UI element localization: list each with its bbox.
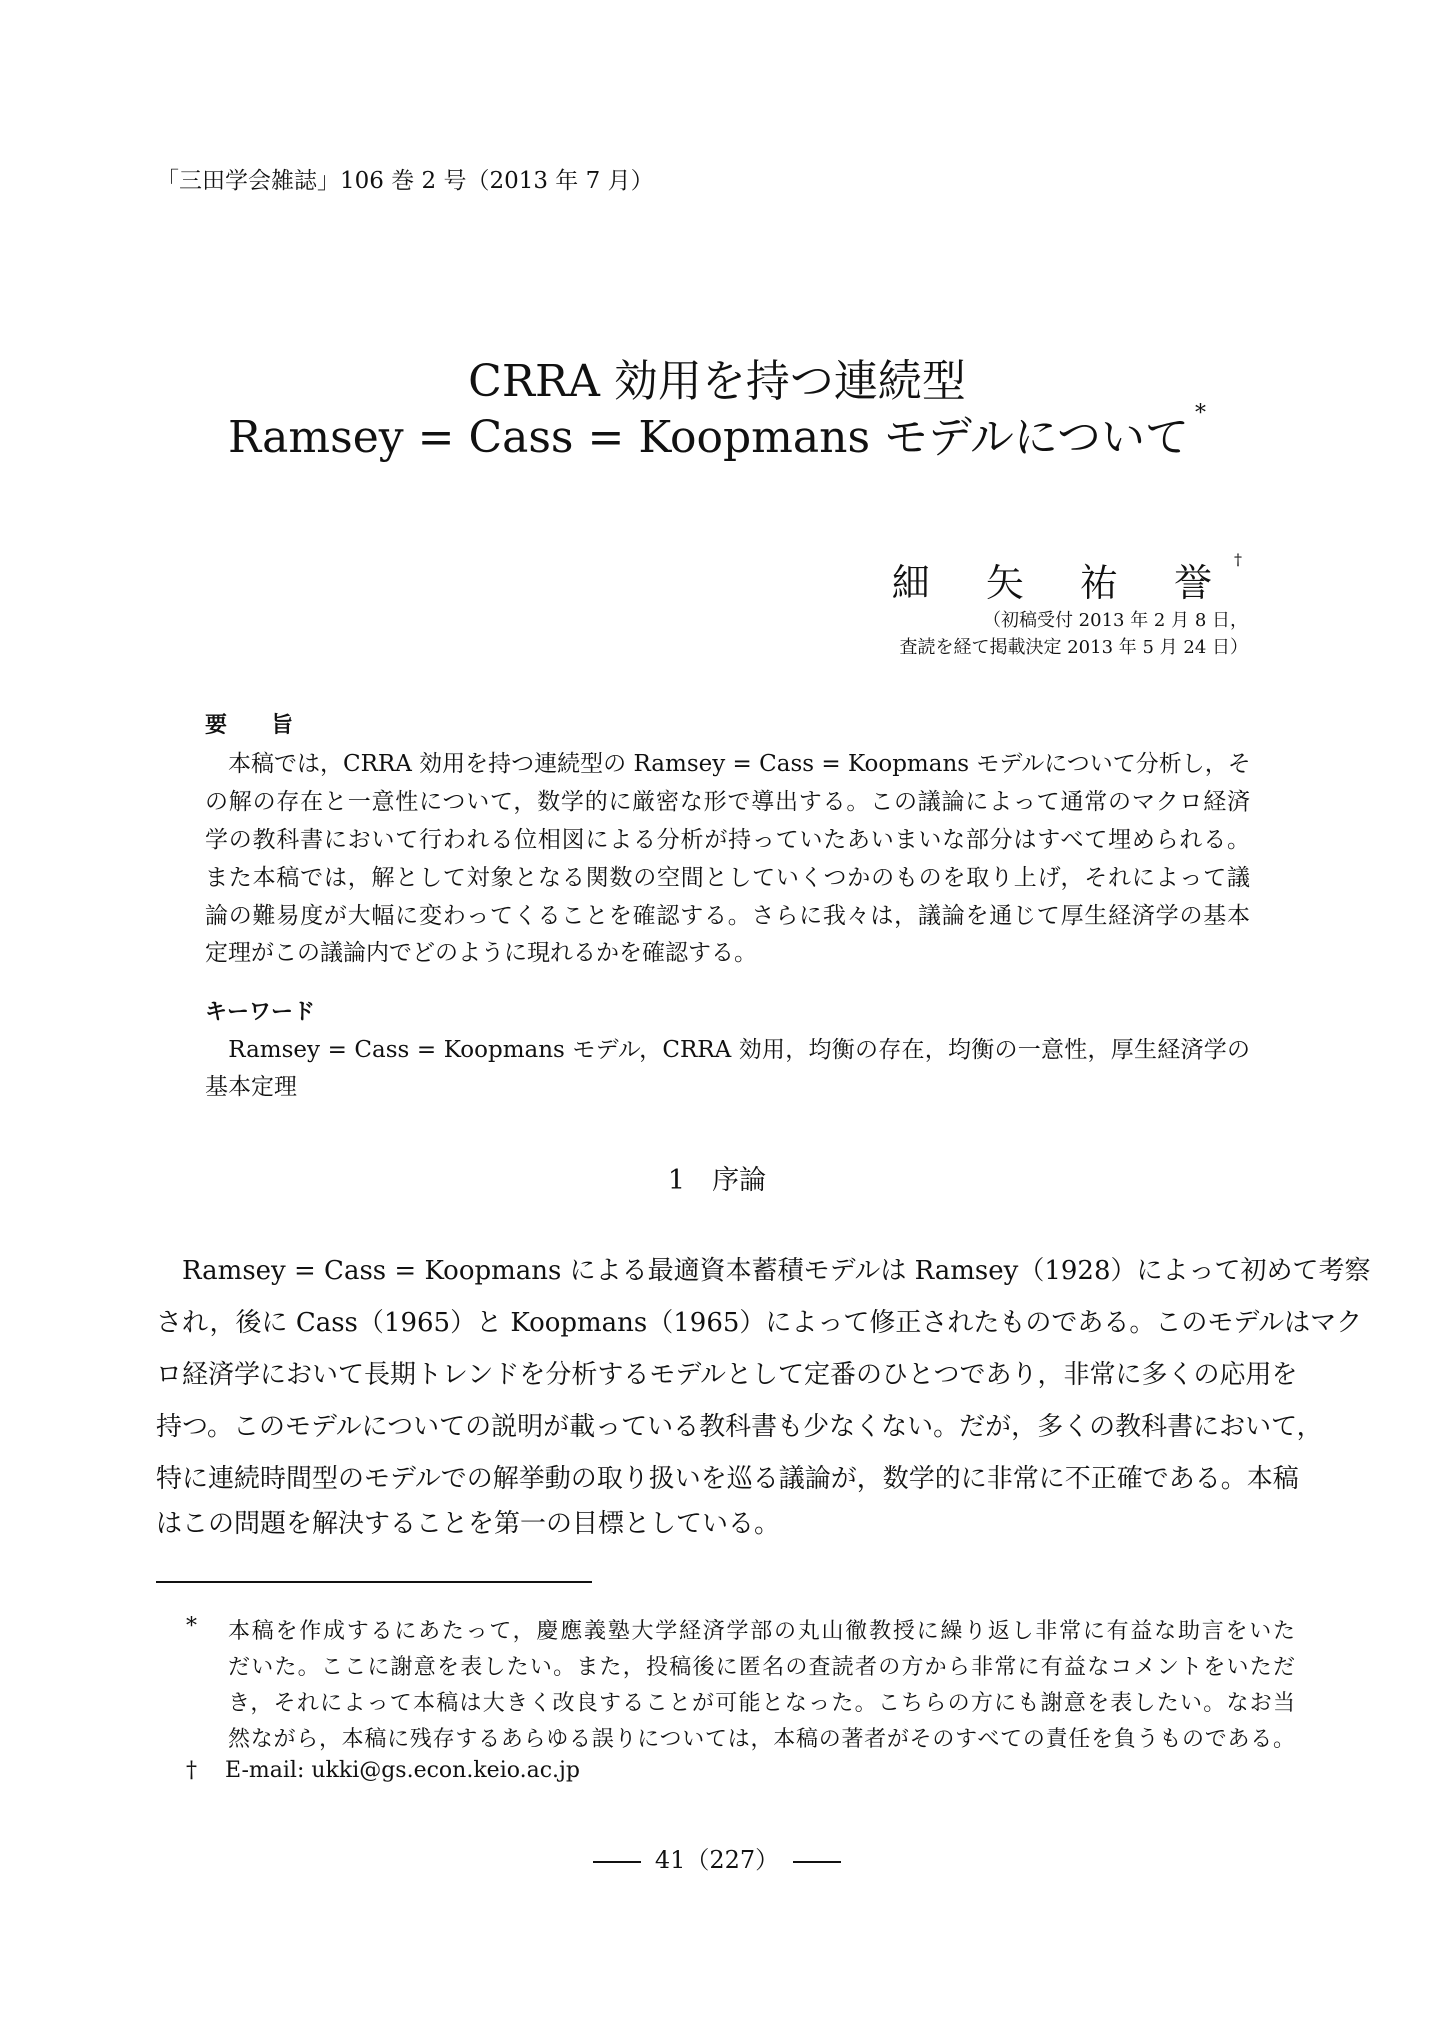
- footnote-line: 本稿を作成するにあたって，慶應義塾大学経済学部の丸山徹教授に繰り返し非常に有益な助言をいた: [228, 1619, 1295, 1644]
- footnote-mark-asterisk: *: [186, 1614, 197, 1639]
- footnote-line: 然ながら，本稿に残存するあらゆる誤りについては，本稿の著者がそのすべての責任を負うものである。: [228, 1727, 1295, 1752]
- body-line: ロ経済学において長期トレンドを分析するモデルとして定番のひとつであり，非常に多くの応用を: [156, 1360, 1298, 1390]
- dash-left: [593, 1861, 641, 1863]
- abstract-line: 定理がこの議論内でどのように現れるかを確認する。: [205, 940, 757, 966]
- title-footnote-mark: *: [1194, 401, 1206, 426]
- keywords-line: 基本定理: [205, 1074, 297, 1100]
- title-line-2: [0, 401, 1434, 465]
- dash-right: [793, 1861, 841, 1863]
- section-heading: [0, 1158, 1434, 1197]
- accepted-date: 査読を経て掲載決定 2013 年 5 月 24 日）: [899, 637, 1248, 658]
- footnote-rule: [156, 1581, 592, 1583]
- author-footnote-mark: †: [1234, 550, 1242, 569]
- title-line-2-text: Ramsey = Cass = Koopmans モデルについて: [228, 412, 1189, 463]
- journal-header: 「三田学会雑誌」106 巻 2 号（2013 年 7 月）: [156, 168, 654, 194]
- page-number: [0, 1840, 1434, 1875]
- footnote-line: だいた。ここに謝意を表したい。また，投稿後に匿名の査読者の方から非常に有益なコメントをいただ: [228, 1655, 1295, 1680]
- author-name: 細 矢 祐 誉: [891, 561, 1234, 605]
- section-title: 序論: [712, 1165, 767, 1196]
- page-number-text: 41（227）: [654, 1846, 780, 1874]
- author-email: E-mail: ukki@gs.econ.keio.ac.jp: [225, 1758, 580, 1783]
- body-line: はこの問題を解決することを第一の目標としている。: [156, 1509, 781, 1539]
- footnote-line: き，それによって本稿は大きく改良することが可能となった。こちらの方にも謝意を表したい。なお当: [228, 1691, 1295, 1716]
- abstract-line: 論の難易度が大幅に変わってくることを確認する。さらに我々は，議論を通じて厚生経済学の基本: [205, 903, 1250, 929]
- keywords-line: Ramsey = Cass = Koopmans モデル，CRRA 効用，均衡の存在，均衡の一意性，厚生経済学の: [205, 1037, 1250, 1063]
- body-line: 持つ。このモデルについての説明が載っている教科書も少なくない。だが，多くの教科書において，: [156, 1412, 1323, 1442]
- abstract-heading: 要 旨: [205, 713, 294, 738]
- keywords-heading: キーワード: [205, 1000, 316, 1025]
- abstract-line: 学の教科書において行われる位相図による分析が持っていたあいまいな部分はすべて埋められる。: [205, 827, 1250, 853]
- body-line: 特に連続時間型のモデルでの解挙動の取り扱いを巡る議論が，数学的に非常に不正確である。本稿: [156, 1464, 1299, 1494]
- received-date: （初稿受付 2013 年 2 月 8 日，: [982, 610, 1248, 631]
- abstract-line: の解の存在と一意性について，数学的に厳密な形で導出する。この議論によって通常のマクロ経済: [205, 789, 1250, 815]
- author: [892, 552, 1242, 607]
- footnote-mark-dagger: †: [186, 1758, 197, 1783]
- body-line: され，後に Cass（1965）と Koopmans（1965）によって修正されたものである。このモデルはマク: [156, 1308, 1363, 1338]
- section-number: 1: [667, 1165, 686, 1196]
- abstract-line: 本稿では，CRRA 効用を持つ連続型の Ramsey = Cass = Koopmans モデルについて分析し，そ: [205, 751, 1251, 777]
- body-line: Ramsey = Cass = Koopmans による最適資本蓄積モデルは Ramsey（1928）によって初めて考察: [156, 1256, 1371, 1286]
- abstract-line: また本稿では，解として対象となる関数の空間としていくつかのものを取り上げ，それによって議: [205, 865, 1250, 891]
- title-line-1: CRRA 効用を持つ連続型: [468, 356, 966, 407]
